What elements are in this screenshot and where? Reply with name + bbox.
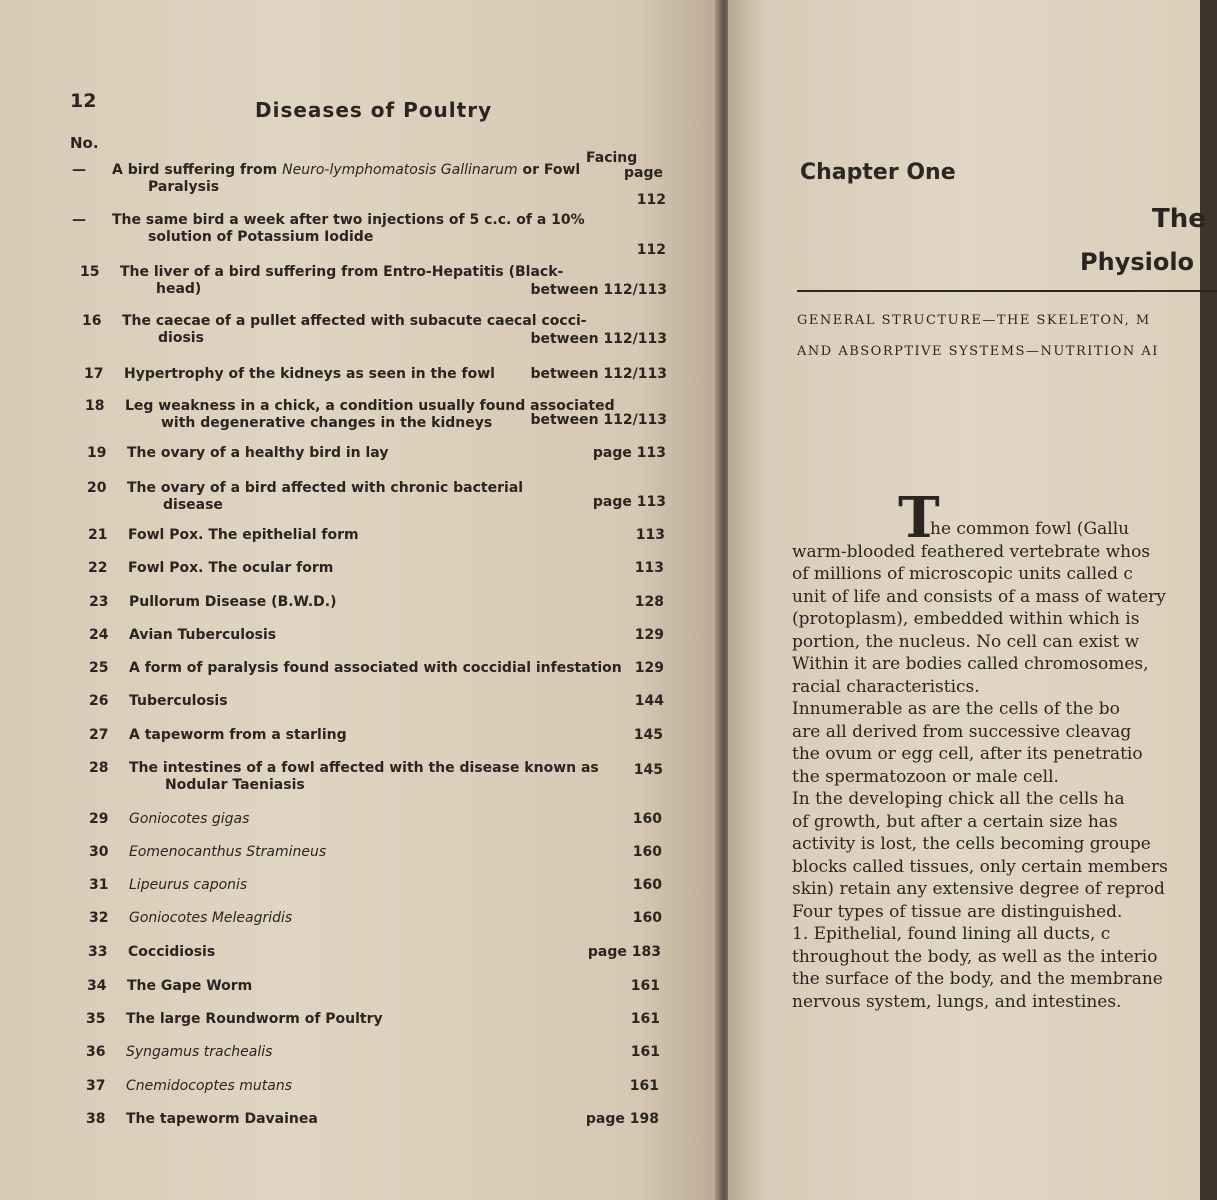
caption-text: Hypertrophy of the kidneys as seen in the fowl — [124, 366, 495, 382]
caption-italic-text: Neuro-lymphomatosis Gallinarum — [282, 162, 518, 178]
item-page-reference: 144 — [634, 693, 664, 709]
caption-text: Avian Tuberculosis — [129, 627, 277, 643]
list-item — [82, 313, 667, 347]
item-number: 30 — [89, 844, 109, 860]
caption-text: Leg weakness in a chick, a condition usually found associated — [125, 398, 615, 414]
body-line: activity is lost, the cells becoming groupe — [792, 834, 1151, 854]
list-item — [89, 811, 662, 845]
item-caption — [126, 1011, 383, 1028]
item-caption — [127, 978, 252, 995]
item-page-reference: 113 — [635, 527, 665, 543]
item-page-reference: between 112/113 — [530, 331, 667, 347]
caption-text: Coccidiosis — [128, 944, 216, 960]
body-line: racial characteristics. — [792, 676, 980, 697]
caption-second-line: head) — [156, 281, 202, 297]
item-number: 35 — [86, 1011, 106, 1027]
body-line: the surface of the body, and the membrane — [792, 969, 1163, 989]
caption-italic-text: Lipeurus caponis — [129, 877, 248, 893]
list-item — [89, 844, 662, 878]
caption-text-continued: or Fowl — [517, 162, 581, 178]
caption-second-line: Paralysis — [148, 179, 220, 195]
item-caption — [112, 162, 580, 196]
item-number: 21 — [88, 527, 108, 543]
list-item — [89, 660, 664, 694]
item-page-reference: 113 — [634, 560, 664, 576]
caption-text: Fowl Pox. The ocular form — [128, 560, 334, 576]
chapter-summary-line2: AND ABSORPTIVE SYSTEMS—NUTRITION AI — [797, 344, 1159, 359]
list-item — [87, 480, 666, 514]
item-number: 17 — [84, 366, 104, 382]
caption-text: Pullorum Disease (B.W.D.) — [129, 594, 337, 610]
item-page-reference: 161 — [630, 1044, 660, 1060]
item-number: 26 — [89, 693, 109, 709]
caption-text: The caecae of a pullet affected with subacute caecal cocci- — [122, 313, 587, 329]
item-number: 23 — [89, 594, 109, 610]
caption-text: The same bird a week after two injections of 5 c.c. of a 10% — [112, 212, 585, 228]
caption-second-line: disease — [163, 497, 223, 513]
item-caption — [128, 527, 359, 544]
body-line: nervous system, lungs, and intestines. — [792, 991, 1122, 1012]
item-page-reference: 161 — [630, 978, 660, 994]
item-page-reference: 129 — [634, 627, 664, 643]
chapter-label: Chapter One — [800, 160, 956, 185]
item-page-reference: 160 — [632, 811, 662, 827]
item-number: — — [72, 162, 86, 178]
item-number: 28 — [89, 760, 109, 776]
caption-text: The intestines of a fowl affected with the disease known as — [129, 760, 599, 776]
item-caption — [128, 944, 215, 961]
caption-text: A bird suffering from — [112, 162, 283, 178]
item-caption — [128, 560, 333, 577]
item-caption — [129, 910, 292, 927]
item-number: — — [72, 212, 86, 228]
item-number: 16 — [82, 313, 102, 329]
list-item — [89, 727, 663, 761]
list-item — [89, 693, 664, 727]
item-page-reference: between 112/113 — [530, 282, 667, 298]
list-item — [87, 445, 666, 479]
caption-second-line: Nodular Taeniasis — [165, 777, 305, 793]
list-item — [86, 1044, 660, 1078]
caption-text: Tuberculosis — [129, 693, 228, 709]
page-number: 12 — [70, 90, 97, 112]
list-item — [85, 398, 667, 432]
body-line: 1. Epithelial, found lining all ducts, c — [792, 924, 1111, 944]
title-rule — [797, 290, 1217, 292]
caption-italic-text: Syngamus trachealis — [126, 1044, 273, 1060]
item-page-reference: 128 — [634, 594, 664, 610]
caption-text: A form of paralysis found associated with coccidial infestation — [129, 660, 622, 676]
caption-italic-text: Eomenocanthus Stramineus — [129, 844, 327, 860]
caption-second-line: with degenerative changes in the kidneys — [161, 415, 493, 431]
list-item — [89, 910, 662, 944]
body-line: Within it are bodies called chromosomes, — [792, 654, 1149, 674]
body-line: unit of life and consists of a mass of watery — [792, 586, 1166, 607]
list-item — [89, 627, 664, 661]
item-number: 27 — [89, 727, 109, 743]
item-page-reference: page 113 — [592, 494, 666, 510]
item-page-reference: 129 — [634, 660, 664, 676]
item-page-reference: 161 — [630, 1011, 660, 1027]
caption-second-line: diosis — [158, 330, 204, 346]
item-caption — [120, 264, 563, 298]
item-caption — [129, 727, 347, 744]
list-item — [72, 162, 666, 208]
body-line: Innumerable as are the cells of the bo — [792, 699, 1120, 719]
list-item — [86, 1011, 660, 1045]
caption-text: Fowl Pox. The epithelial form — [128, 527, 359, 543]
body-line: skin) retain any extensive degree of reprod — [792, 879, 1165, 899]
body-line: throughout the body, as well as the interio — [792, 946, 1158, 967]
item-page-reference: between 112/113 — [530, 366, 667, 382]
list-item — [88, 944, 661, 978]
item-number: 36 — [86, 1044, 106, 1060]
item-number: 34 — [87, 978, 107, 994]
body-line: In the developing chick all the cells ha — [792, 789, 1125, 809]
body-line: of growth, but after a certain size has — [792, 811, 1118, 832]
caption-text: The ovary of a healthy bird in lay — [127, 445, 389, 461]
item-caption — [126, 1111, 318, 1128]
drop-cap: T — [898, 485, 940, 551]
caption-text: A tapeworm from a starling — [129, 727, 347, 743]
item-page-reference: 112 — [636, 192, 666, 208]
list-item — [88, 560, 664, 594]
chapter-title-line1: The — [1152, 204, 1206, 234]
item-number: 22 — [88, 560, 108, 576]
body-line: warm-blooded feathered vertebrate whos — [792, 541, 1151, 562]
item-number: 31 — [89, 877, 109, 893]
chapter-body-text — [792, 518, 1212, 1013]
item-number: 29 — [89, 811, 109, 827]
chapter-title-line2: Physiolo — [1080, 248, 1195, 276]
chapter-summary-line1: GENERAL STRUCTURE—THE SKELETON, M — [797, 313, 1151, 328]
list-item — [86, 1078, 659, 1112]
item-number: 32 — [89, 910, 109, 926]
item-caption — [124, 366, 495, 383]
item-number: 20 — [87, 480, 107, 496]
list-item — [84, 366, 667, 400]
facing-label-line1: Facing — [586, 150, 638, 166]
item-page-reference: 160 — [632, 877, 662, 893]
item-caption — [129, 627, 276, 644]
item-page-reference: page 198 — [585, 1111, 659, 1127]
body-line: are all derived from successive cleavag — [792, 721, 1132, 742]
item-page-reference: 145 — [633, 727, 663, 743]
item-caption — [112, 212, 585, 246]
item-page-reference: 161 — [629, 1078, 659, 1094]
caption-italic-text: Goniocotes gigas — [129, 811, 250, 827]
list-item — [86, 1111, 659, 1145]
body-line: portion, the nucleus. No cell can exist w — [792, 631, 1140, 652]
item-page-reference: page 113 — [592, 445, 666, 461]
item-number: 24 — [89, 627, 109, 643]
item-number: 25 — [89, 660, 109, 676]
list-item — [89, 760, 663, 794]
item-number: 18 — [85, 398, 105, 414]
running-head: Diseases of Poultry — [255, 98, 493, 122]
item-page-reference: 145 — [633, 762, 663, 778]
item-caption — [122, 313, 587, 347]
list-item — [80, 264, 667, 298]
item-caption — [129, 877, 247, 894]
item-number: 19 — [87, 445, 107, 461]
caption-second-line: solution of Potassium Iodide — [148, 229, 374, 245]
caption-text: The large Roundworm of Poultry — [126, 1011, 383, 1027]
item-number: 37 — [86, 1078, 106, 1094]
body-line: the spermatozoon or male cell. — [792, 766, 1059, 787]
caption-text: The ovary of a bird affected with chronic bacterial — [127, 480, 524, 496]
item-page-reference: 160 — [632, 844, 662, 860]
item-number: 38 — [86, 1111, 106, 1127]
item-page-reference: between 112/113 — [530, 412, 667, 428]
item-page-reference: 160 — [632, 910, 662, 926]
caption-italic-text: Goniocotes Meleagridis — [129, 910, 293, 926]
item-number: 15 — [80, 264, 100, 280]
item-caption — [129, 760, 599, 794]
facing-label-line2: page — [624, 165, 663, 181]
item-caption — [126, 1078, 292, 1095]
item-caption — [129, 660, 622, 677]
body-line: he common fowl (Gallu — [930, 519, 1130, 539]
item-caption — [127, 480, 523, 514]
item-caption — [126, 1044, 272, 1061]
list-item — [72, 212, 666, 258]
body-line: of millions of microscopic units called c — [792, 564, 1133, 584]
caption-text: The liver of a bird suffering from Entro-Hepatitis (Black- — [120, 264, 564, 280]
list-item — [88, 527, 665, 561]
body-line: (protoplasm), embedded within which is — [792, 609, 1140, 629]
item-caption — [127, 445, 388, 462]
item-number: 33 — [88, 944, 108, 960]
body-line: Four types of tissue are distinguished. — [792, 901, 1123, 922]
item-caption — [129, 594, 337, 611]
item-page-reference: page 183 — [587, 944, 661, 960]
list-item — [89, 877, 662, 911]
caption-text: The Gape Worm — [127, 978, 253, 994]
item-page-reference: 112 — [636, 242, 666, 258]
list-item — [89, 594, 664, 628]
column-header-no: No. — [70, 134, 99, 152]
item-caption — [129, 844, 326, 861]
item-caption — [129, 811, 249, 828]
list-item — [87, 978, 660, 1012]
caption-text: The tapeworm Davainea — [126, 1111, 318, 1127]
body-line: the ovum or egg cell, after its penetratio — [792, 744, 1143, 764]
item-caption — [129, 693, 228, 710]
caption-italic-text: Cnemidocoptes mutans — [126, 1078, 292, 1094]
body-line: blocks called tissues, only certain members — [792, 856, 1168, 877]
